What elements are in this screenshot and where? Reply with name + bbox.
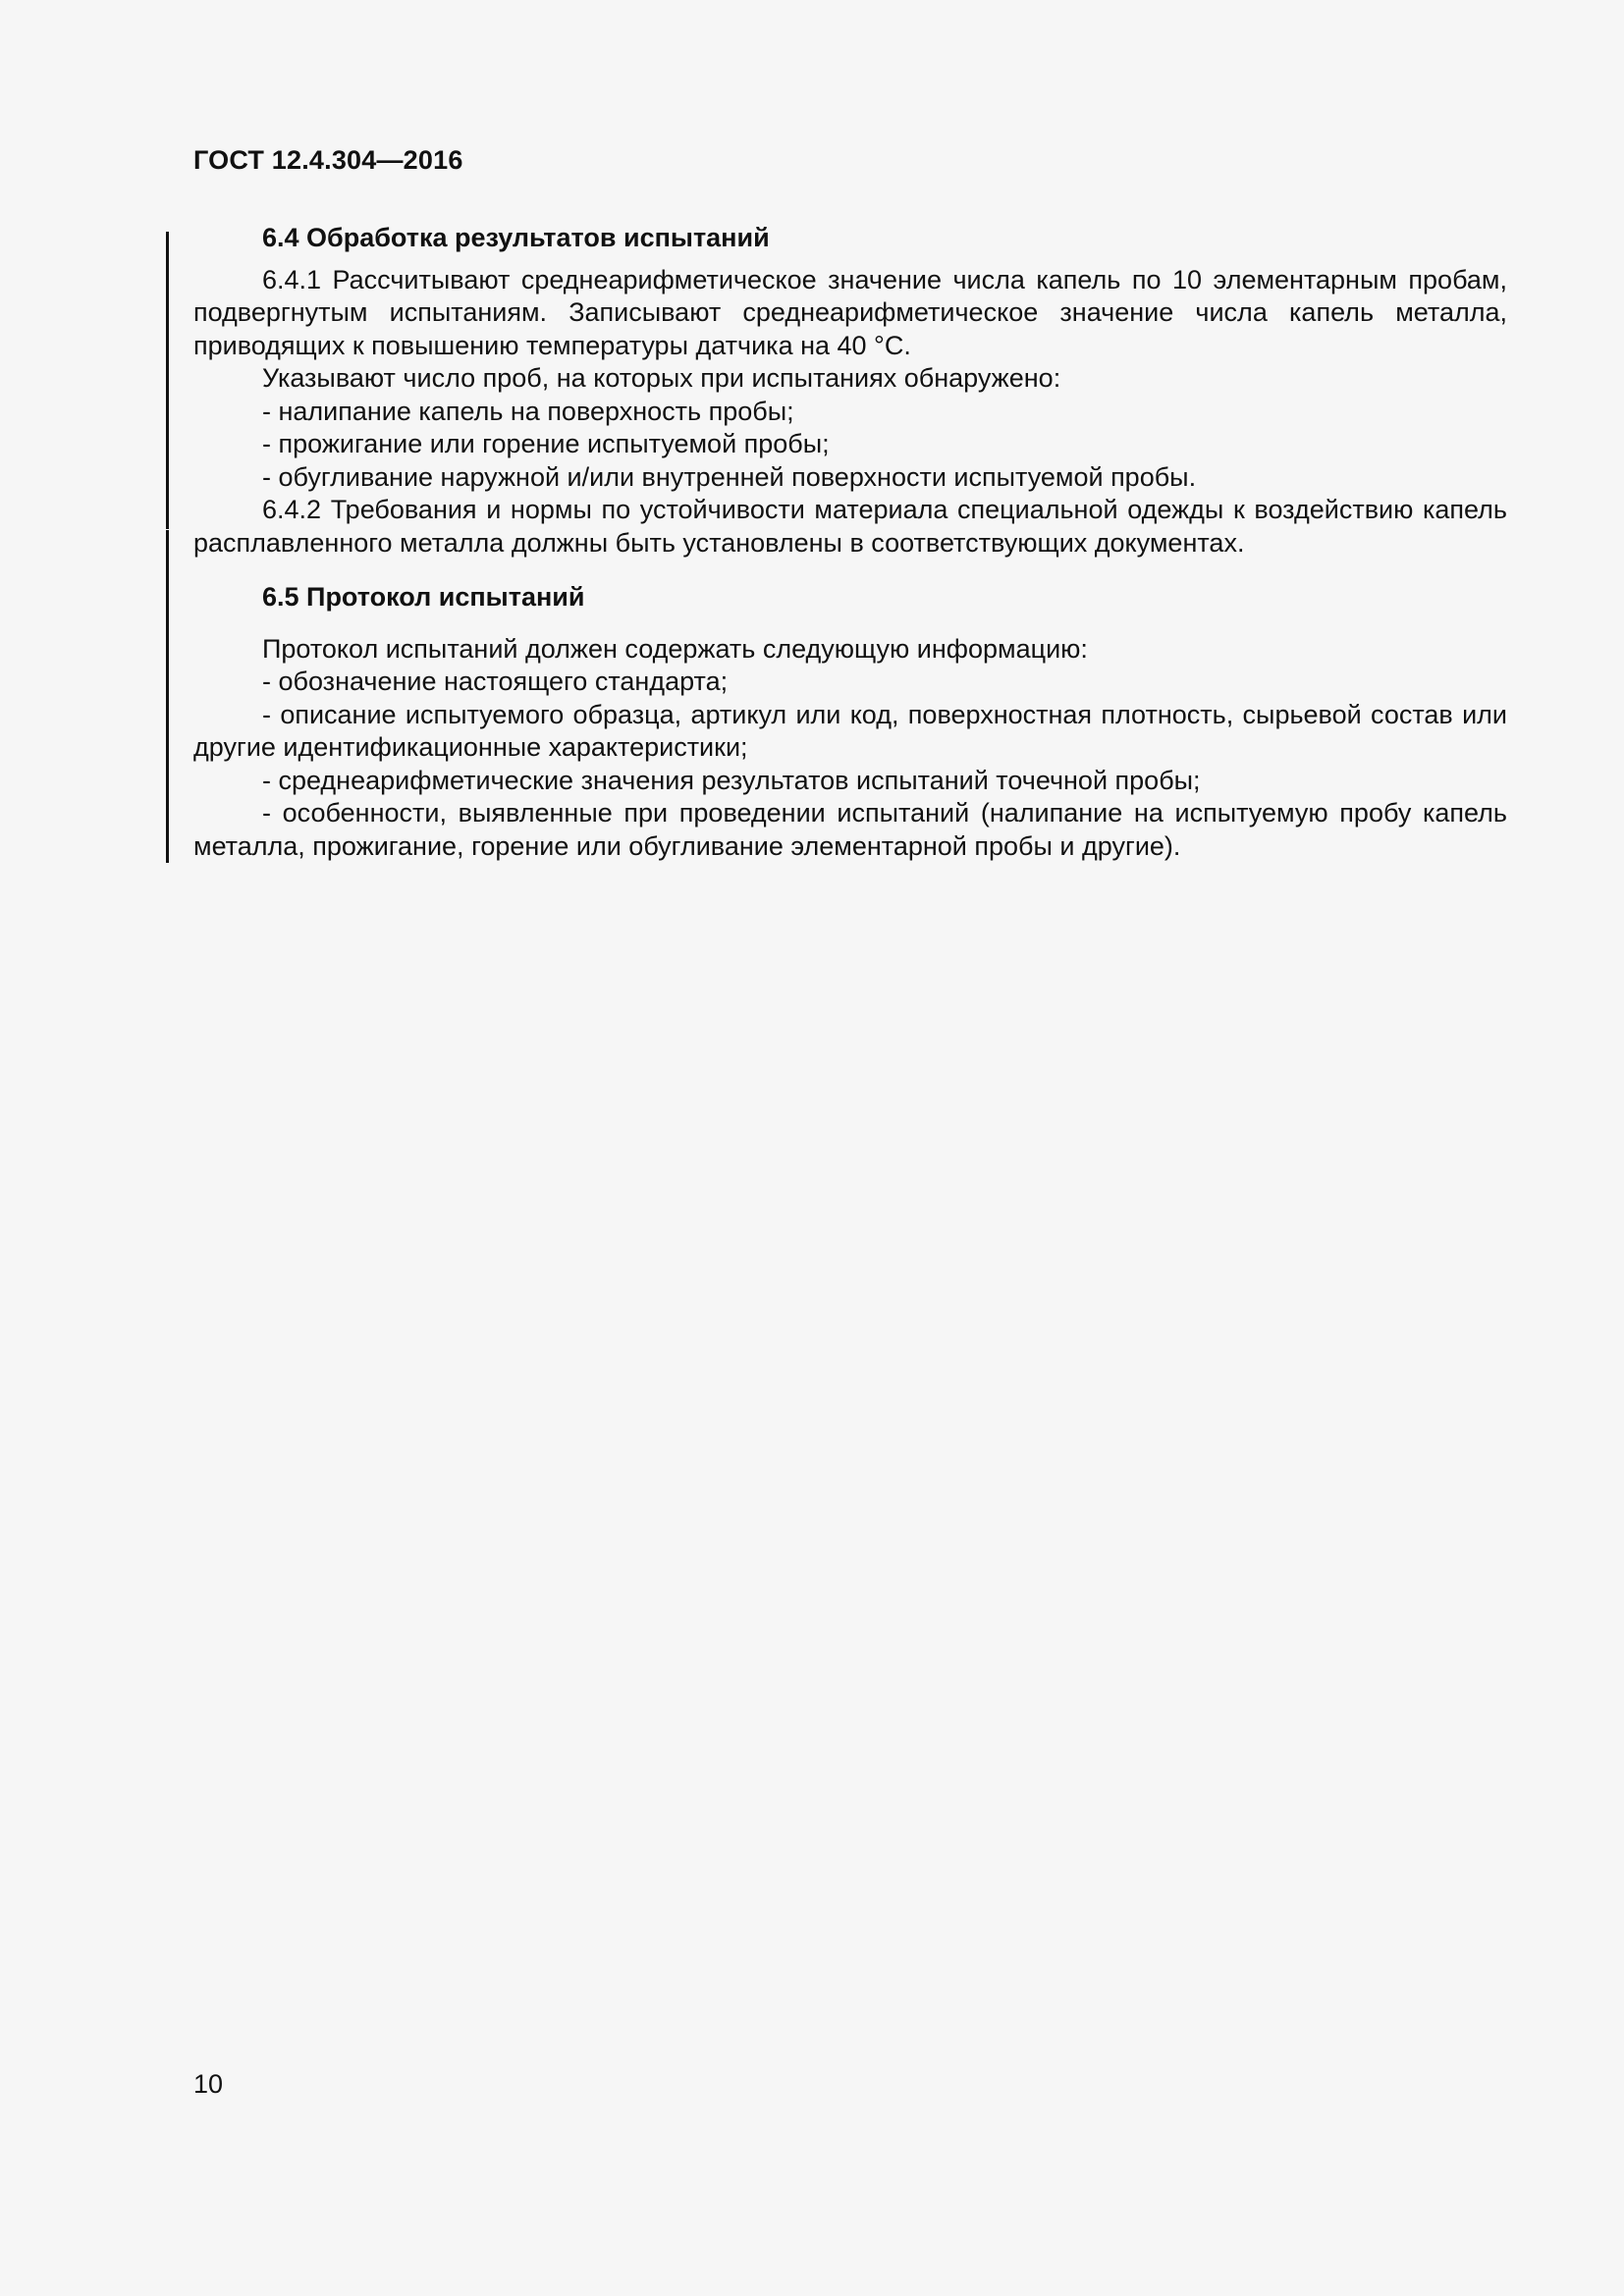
page-number: 10 — [193, 2069, 224, 2099]
list-item: - прожигание или горение испытуемой пробы; — [262, 429, 830, 458]
paragraph-findings-intro: Указывают число проб, на которых при испытаниях обнаружено: — [262, 363, 1061, 393]
list-item: - среднеарифметические значения результатов испытаний точечной пробы; — [262, 765, 1201, 795]
paragraph-6-4-1: 6.4.1 Рассчитывают среднеарифметическое значение числа капель по 10 элементарным пробам, подвергнутым испытаниям. Записывают среднеарифметическое значение числа капель металла, приводящих к повышению температуры датчика на 40 °С. — [193, 264, 1507, 360]
paragraph-protocol-intro: Протокол испытаний должен содержать следующую информацию: — [262, 633, 1088, 664]
list-item: - обозначение настоящего стандарта; — [262, 667, 729, 696]
section-heading-6-5: 6.5 Протокол испытаний — [262, 582, 585, 612]
list-item: - налипание капель на поверхность пробы; — [262, 396, 794, 426]
list-item: - обугливание наружной и/или внутренней поверхности испытуемой пробы. — [262, 461, 1197, 492]
document-header-code: ГОСТ 12.4.304—2016 — [193, 145, 463, 175]
list-item: - особенности, выявленные при проведении испытаний (налипание на испытуемую пробу капель металла, прожигание, горение или обугливание элементарной пробы и другие). — [193, 798, 1507, 861]
revision-bar — [166, 398, 169, 529]
revision-bar — [166, 743, 169, 863]
list-item: - описание испытуемого образца, артикул или код, поверхностная плотность, сырьевой состав или другие идентификационные характеристики; — [193, 699, 1507, 762]
section-heading-6-4: 6.4 Обработка результатов испытаний — [262, 223, 770, 252]
document-body — [193, 222, 1507, 863]
revision-bar — [166, 232, 169, 399]
revision-bar — [166, 530, 169, 744]
paragraph-6-4-2: 6.4.2 Требования и нормы по устойчивости материала специальной одежды к воздействию капель расплавленного металла должны быть установлены в соответствующих документах. — [193, 495, 1507, 558]
